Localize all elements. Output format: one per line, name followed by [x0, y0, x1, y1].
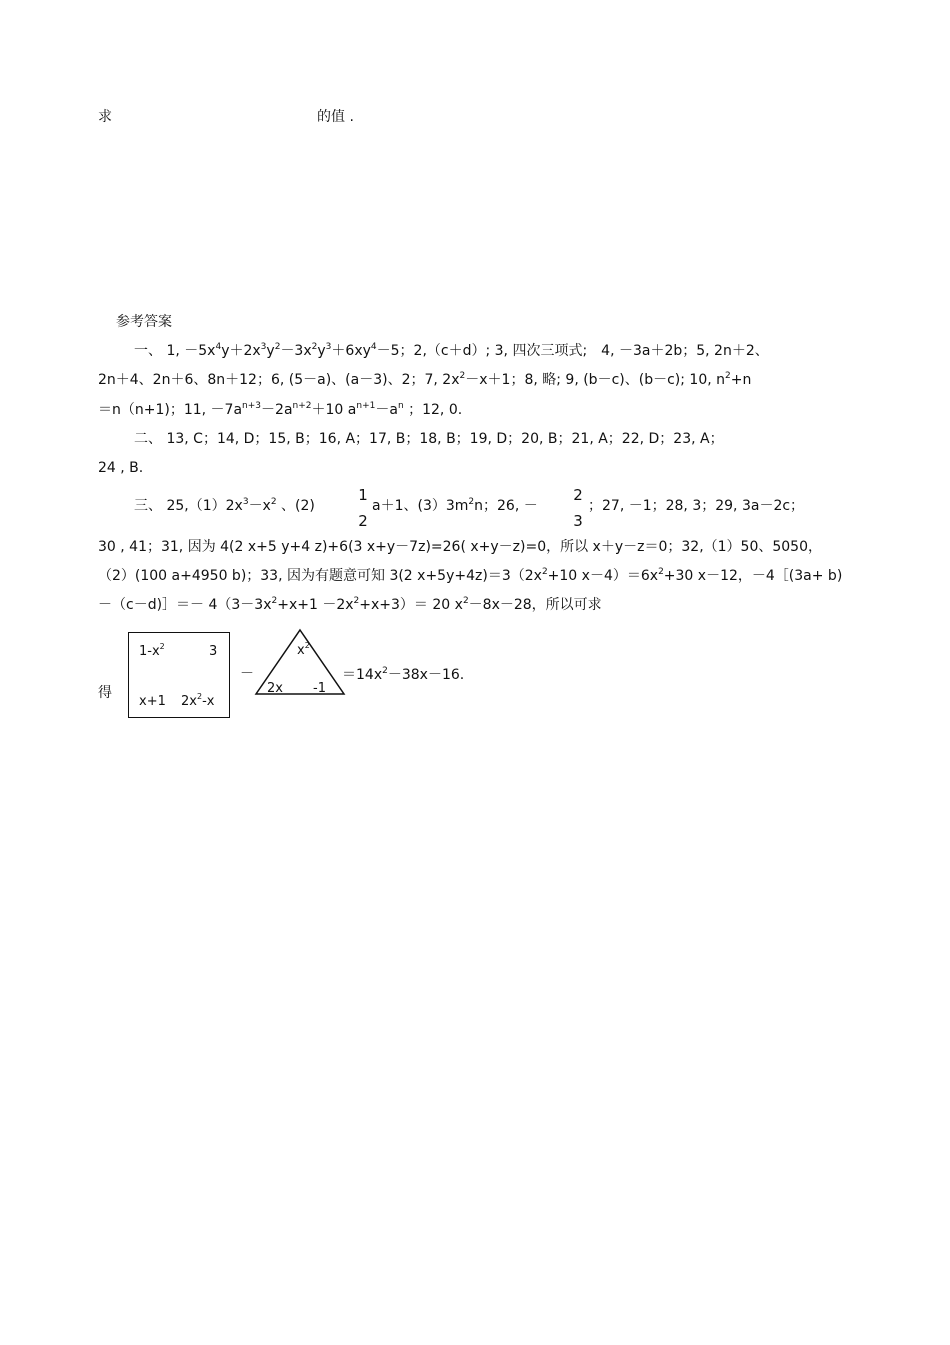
box-bottom-left: x+1 — [139, 694, 166, 709]
box-bottom-right: $2x^2-x$ — [181, 692, 215, 709]
expression-box — [128, 632, 230, 718]
fraction-2-numerator: 2 — [573, 486, 583, 504]
qiu-text: 求 — [98, 109, 112, 125]
answer-line-9: －（c－d)］＝－ $4(3-3x^2+x+1 -2x^2+x+3)= 20$ $x^2-8x-28$，所以可求 — [98, 596, 602, 613]
answer-line-6-part-a: 三、 $25,(1)2x^3-x^2$ 、(2) — [134, 497, 315, 514]
answer-line-4: 二、 13, C；14, D；15, B；16, A；17, B；18, B；19, D；20, B；21, A；22, D；23, A； — [134, 431, 724, 447]
answer-line-6-part-b: a＋1、$(3)3m^2n$；26, － — [372, 497, 538, 514]
answer-line-7: 30 , 41；31, 因为 4(2 x+5 y+4 z)+6(3 x+y－7z)=26( x+y－z)=0，所以 x＋y－z＝0；32,（1）50、5050， — [98, 539, 822, 555]
fraction-1-numerator: 1 — [358, 486, 368, 504]
box-top-left: $1-x^2$ — [139, 642, 165, 659]
answer-line-3: ＝n（n+1)；11, $-7a^{n+3}-2a^{n+2}+10$ $a^{n+1}-a^n$ ；12, 0. — [98, 401, 463, 418]
result-expression: $=14x^2-38x-16$. — [342, 666, 465, 683]
triangle-top: $x^2$ — [297, 641, 310, 658]
answer-line-5: 24 , B. — [98, 460, 144, 476]
fraction-2-denominator: 3 — [573, 512, 583, 530]
answer-line-6-part-c: ；27, －1；28, 3；29, 3a－2c； — [588, 498, 805, 514]
minus-sign: － — [240, 666, 254, 682]
answer-line-2: 2n＋4、2n＋6、8n＋12；6, (5－a)、(a－3)、2；7, $2x^2-x+1$；8, 略; 9, (b－c)、(b－c); 10, $n^2+n$ — [98, 371, 752, 388]
triangle-bottom-right: -1 — [313, 681, 326, 696]
answer-line-8: （2）(100 a+4950 b)；33, 因为有题意可知 3(2 $x+5y+4z)=3(2x^2+10$ $x-4)=6x^2+30$ x－12，－4［(3a+ b) — [98, 567, 843, 584]
triangle-bottom-left: 2x — [267, 681, 283, 696]
value-text: 的值 . — [317, 109, 354, 125]
box-top-right: 3 — [209, 644, 218, 659]
answers-title: 参考答案 — [116, 314, 172, 330]
fraction-1-denominator: 2 — [358, 512, 368, 530]
de-text: 得 — [98, 685, 112, 701]
answer-line-1: 一、 1, $-5x^4y+2x^3y^2-3x^2y^3+6xy^4-5$；2,（c＋d）; 3, 四次三项式; 4, －3a＋2b；5, 2n＋2、 — [134, 342, 769, 359]
